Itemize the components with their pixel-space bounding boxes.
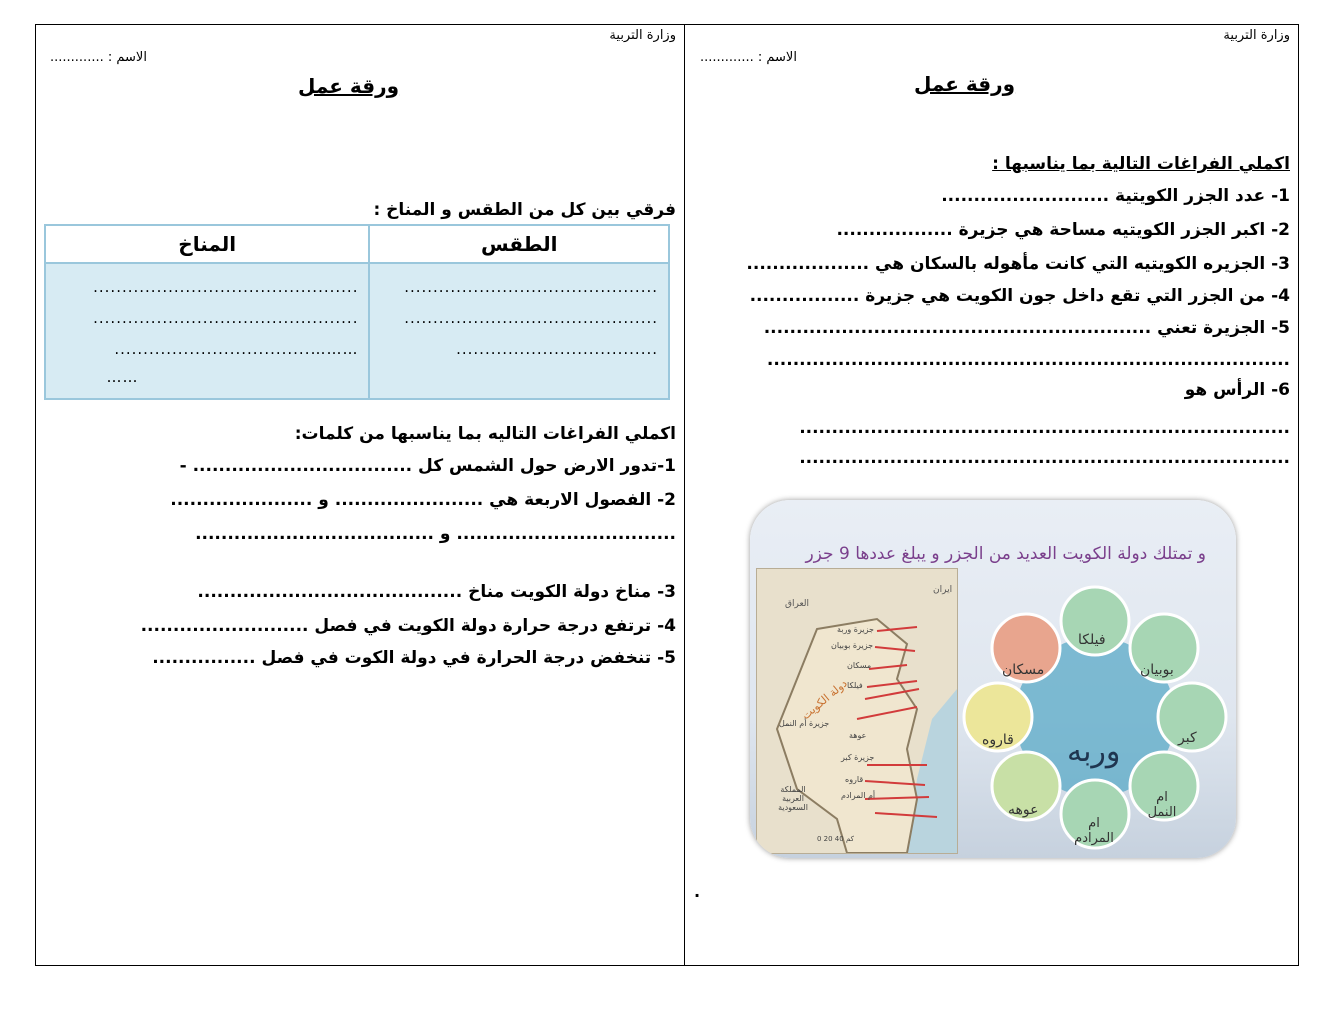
worksheet-title: ورقة عمل [298,74,400,98]
question-2: 2- اكبر الجزر الكويتيه مساحة هي جزيرة .................. [836,220,1290,240]
map-label-auha: عوهة [849,731,867,740]
island-qaruh: قاروه [982,732,1014,748]
answer-line-2: ............................................................................ [799,448,1290,468]
question-1: 1- عدد الجزر الكويتية .......................... [941,186,1290,206]
center-label: وربه [1067,734,1121,769]
map-label-qaruh: قاروه [845,775,864,784]
island-failaka: فيلكا [1078,632,1106,648]
map-label-umm-alnamil: جزيرة أم النمل [779,719,830,728]
map-label-iran: ايران [933,585,953,595]
kuwait-map [756,568,958,854]
weather-climate-table [44,224,670,400]
worksheet-title: ورقة عمل [914,72,1016,96]
climate-line-4: …… [106,368,139,386]
right-worksheet [686,24,1298,966]
map-label-bubiyan: جزيرة بوبيان [831,641,874,650]
left-worksheet [36,24,684,966]
island-mischan: مسكان [1002,662,1045,678]
left-question-3: 3- مناخ دولة الكويت مناخ ......................................... [197,582,676,602]
map-label-kubbar: جزيرة كبر [841,753,875,762]
island-bubiyan: بوبيان [1140,662,1174,678]
fill-instruction: اكملي الفراغات التاليه بما يناسبها من كلمات: [294,424,676,444]
infographic-caption: و تمتلك دولة الكويت العديد من الجزر و يبلغ عددها 9 جزر [805,544,1206,564]
island-umm-alnamil: ام النمل [1147,790,1177,820]
island-kubbar: كبر [1178,730,1197,746]
map-label-warbah: جزيرة وربة [837,625,874,634]
weather-line-3: ................................... [456,340,658,358]
name-field: الاسم : ............. [50,50,147,65]
header-climate: المناخ [45,225,369,263]
weather-answer-cell[interactable] [369,263,669,399]
map-scale: 0 20 40 كم [817,835,854,843]
island-umm-almaradim: ام المرادم [1074,816,1114,846]
map-label-iraq: العراق [785,599,810,609]
left-question-5: 5- تنخفض درجة الحرارة في دولة الكوت في فصل ................ [152,648,676,668]
islands-infographic [750,500,1236,858]
left-question-2: 2- الفصول الاربعة هي ....................... و ...................... [170,490,676,510]
answer-line-1: ............................................................................ [799,418,1290,438]
question-5-continued: ................................................................................. [766,350,1290,370]
climate-line-3: ……….................................. [114,340,359,358]
climate-answer-cell[interactable] [45,263,369,399]
map-label-kuwait: دولة الكويت [799,676,850,723]
map-label-mischan: مسكان [847,661,872,670]
left-question-2-continued: .................................. و ..................................... [195,524,676,544]
left-question-1: 1-تدور الارض حول الشمس كل .................................. - [179,456,676,476]
map-label-failaka: فيلكا [847,681,863,690]
map-label-saudi: المملكة العربية السعودية [778,785,808,812]
weather-line-1: ............................................ [404,278,658,296]
question-6: 6- الرأس هو [1184,380,1290,400]
question-5: 5- الجزيرة تعني ............................................................ [763,318,1290,338]
ministry-label: وزارة التربية [609,28,676,43]
weather-line-2: ............................................ [404,309,658,327]
name-field: الاسم : ............. [700,50,797,65]
climate-line-2: .............................................. [93,309,359,327]
trailing-dot: . [694,882,701,901]
climate-line-1: .............................................. [93,278,359,296]
page-divider [684,24,685,966]
header-weather: الطقس [369,225,669,263]
question-4: 4- من الجزر التي تقع داخل جون الكويت هي جزيرة ................. [749,286,1290,306]
ministry-label: وزارة التربية [1223,28,1290,43]
island-auha: عوهه [1008,802,1039,818]
left-question-4: 4- ترتفع درجة حرارة دولة الكويت في فصل .......................... [140,616,676,636]
question-3: 3- الجزيره الكويتيه التي كانت مأهوله بالسكان هي ................... [746,254,1290,274]
compare-instruction: فرقي بين كل من الطقس و المناخ : [373,200,676,220]
islands-diagram [960,574,1230,854]
instruction: اكملي الفراغات التالية بما يناسبها : [992,154,1290,174]
map-label-umm-almaradim: أم المرادم [841,791,876,800]
